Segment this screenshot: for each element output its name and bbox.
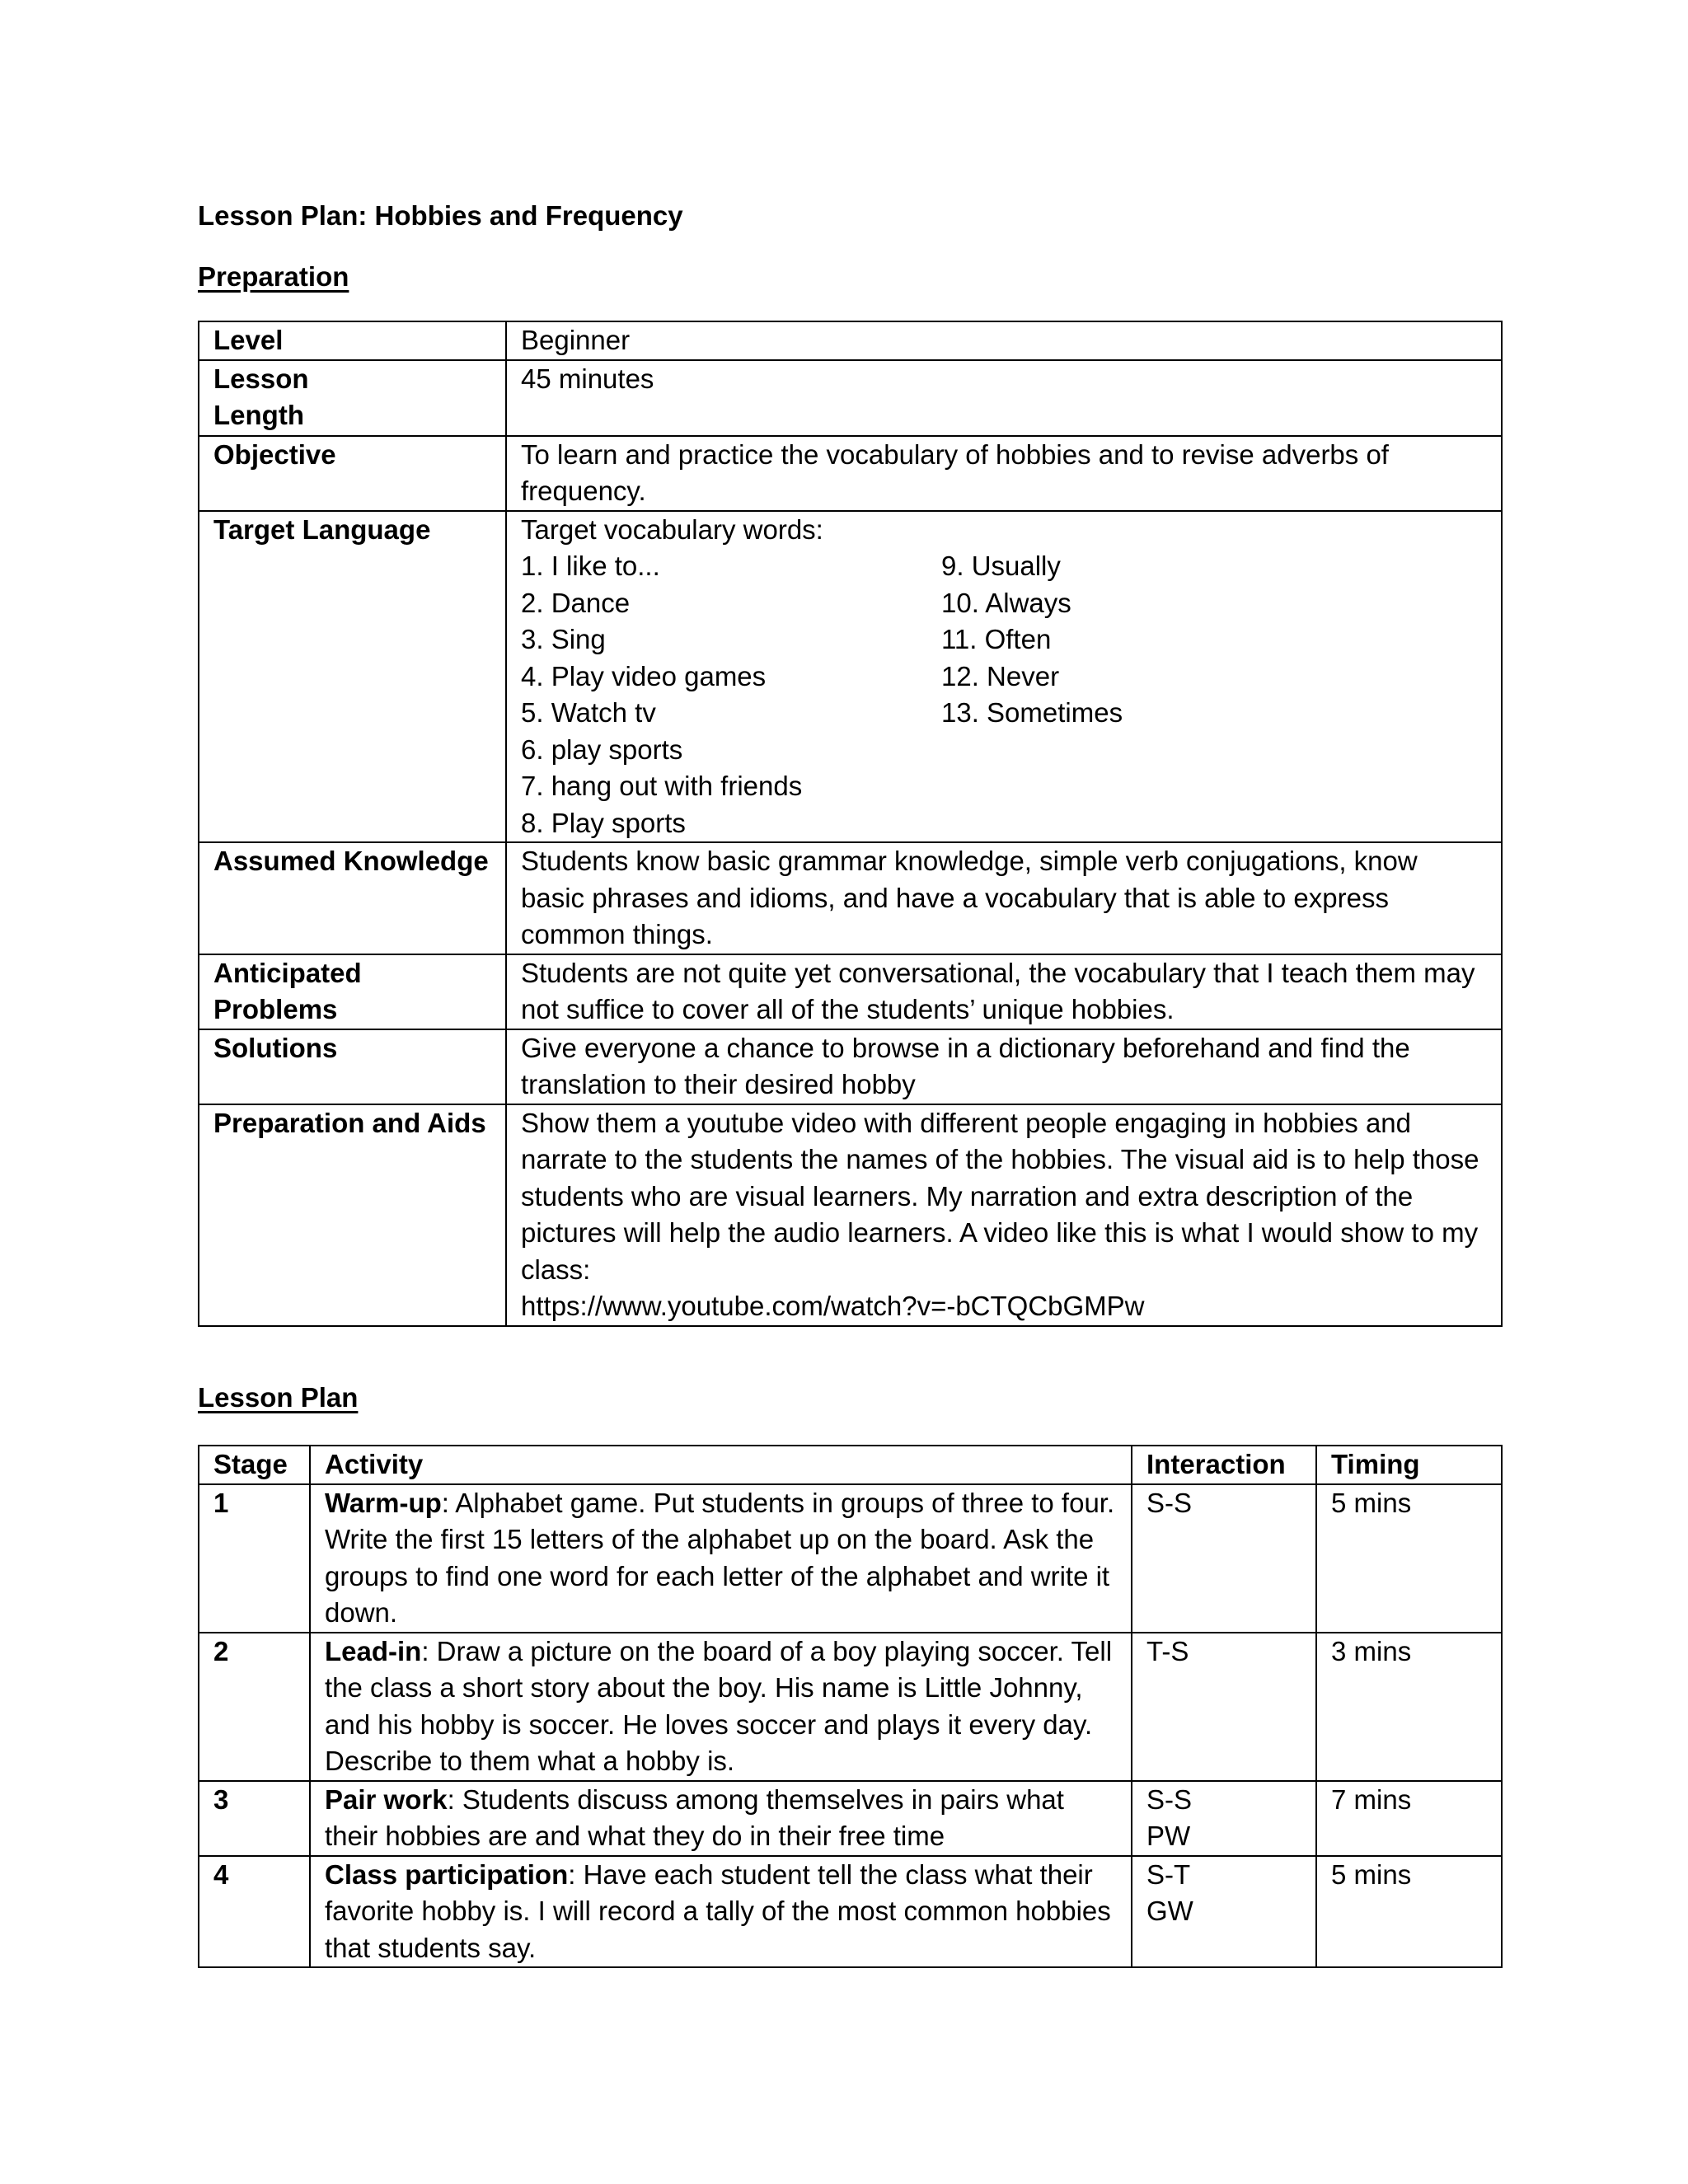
vocab-list <box>521 548 1488 841</box>
lesson-length-label: Lesson Length <box>199 360 506 436</box>
lesson-plan-heading: Lesson Plan <box>198 1382 359 1413</box>
assumed-knowledge-label: Assumed Knowledge <box>199 842 506 954</box>
interaction-value: GW <box>1146 1896 1193 1926</box>
stage-number: 3 <box>199 1781 310 1856</box>
activity-text: : Alphabet game. Put students in groups of three to four. Write the first 15 letters of the alphabet up on the board. Ask the groups to find one word for each letter of the alphabet and write it down. <box>325 1487 1115 1628</box>
preparation-heading: Preparation <box>198 261 349 292</box>
interaction-cell <box>1132 1781 1316 1856</box>
level-value: Beginner <box>506 321 1502 360</box>
vocab-intro: Target vocabulary words: <box>521 513 823 545</box>
list-item: 8. Play sports <box>521 807 686 838</box>
vocab-column-right <box>941 548 1123 841</box>
table-row <box>199 1781 1502 1856</box>
table-row <box>199 1029 1502 1104</box>
solutions-value: Give everyone a chance to browse in a dictionary beforehand and find the translation to their desired hobby <box>506 1029 1502 1104</box>
activity-text: : Students discuss among themselves in pairs what their hobbies are and what they do in their free time <box>325 1783 1064 1851</box>
timing-cell: 3 mins <box>1316 1633 1502 1781</box>
list-item: 13. Sometimes <box>941 697 1123 728</box>
list-item: 1. I like to... <box>521 551 660 581</box>
activity-cell <box>310 1633 1132 1781</box>
table-row <box>199 842 1502 954</box>
anticipated-problems-value: Students are not quite yet conversational, the vocabulary that I teach them may not suffice to cover all of the students’ unique hobbies. <box>506 954 1502 1029</box>
vocab-column-left <box>521 548 941 841</box>
activity-title: Pair work <box>325 1783 448 1815</box>
timing-cell: 7 mins <box>1316 1781 1502 1856</box>
list-item: 6. play sports <box>521 733 683 765</box>
level-label: Level <box>199 321 506 360</box>
column-header-interaction: Interaction <box>1132 1446 1316 1484</box>
timing-cell: 5 mins <box>1316 1856 1502 1968</box>
table-row <box>199 1633 1502 1781</box>
interaction-value: S-S <box>1146 1783 1193 1815</box>
interaction-value: S-T <box>1146 1858 1191 1890</box>
table-row <box>199 511 1502 843</box>
list-item: 5. Watch tv <box>521 697 656 728</box>
list-item: 9. Usually <box>941 551 1061 581</box>
timing-cell: 5 mins <box>1316 1484 1502 1633</box>
list-item: 11. Often <box>941 624 1052 654</box>
column-header-stage: Stage <box>199 1446 310 1484</box>
activity-text: : Draw a picture on the board of a boy playing soccer. Tell the class a short story about the boy. His name is Little Johnny, and his hobby is soccer. He loves soccer and plays it every day. Describe to them what a hobby is. <box>325 1635 1113 1776</box>
list-item: 2. Dance <box>521 587 631 618</box>
interaction-cell <box>1132 1484 1316 1633</box>
activity-title: Warm-up <box>325 1487 442 1518</box>
objective-label: Objective <box>199 436 506 511</box>
objective-value: To learn and practice the vocabulary of hobbies and to revise adverbs of frequency. <box>506 436 1502 511</box>
activity-title: Lead-in <box>325 1635 422 1666</box>
preparation-aids-text: Show them a youtube video with different people engaging in hobbies and narrate to the students the names of the hobbies. The visual aid is to help those students who are visual learners. My narration and extra description of the pictures will help the audio learners. A video like this is what I would show to my class: <box>521 1107 1479 1285</box>
table-header-row <box>199 1446 1502 1484</box>
stage-number: 4 <box>199 1856 310 1968</box>
stage-number: 2 <box>199 1633 310 1781</box>
table-row <box>199 321 1502 360</box>
column-header-activity: Activity <box>310 1446 1132 1484</box>
interaction-value: S-S <box>1146 1487 1193 1518</box>
interaction-cell <box>1132 1633 1316 1781</box>
table-row <box>199 436 1502 511</box>
activity-cell <box>310 1856 1132 1968</box>
column-header-timing: Timing <box>1316 1446 1502 1484</box>
table-row <box>199 1856 1502 1968</box>
table-row <box>199 1104 1502 1326</box>
interaction-value: PW <box>1146 1821 1191 1851</box>
lesson-length-value: 45 minutes <box>506 360 1502 436</box>
preparation-aids-label: Preparation and Aids <box>199 1104 506 1326</box>
list-item: 10. Always <box>941 587 1071 618</box>
lesson-plan-table <box>198 1445 1503 1968</box>
video-link[interactable]: https://www.youtube.com/watch?v=-bCTQCbGMPw <box>521 1291 1145 1321</box>
activity-cell <box>310 1484 1132 1633</box>
interaction-value: T-S <box>1146 1635 1189 1666</box>
activity-text: : Have each student tell the class what their favorite hobby is. I will record a tally of the most common hobbies that students say. <box>325 1858 1111 1963</box>
document-title: Lesson Plan: Hobbies and Frequency <box>198 200 683 231</box>
list-item: 7. hang out with friends <box>521 771 803 801</box>
table-row <box>199 954 1502 1029</box>
interaction-cell <box>1132 1856 1316 1968</box>
activity-cell <box>310 1781 1132 1856</box>
table-row <box>199 1484 1502 1633</box>
anticipated-problems-label: Anticipated Problems <box>199 954 506 1029</box>
target-language-value <box>506 511 1502 843</box>
assumed-knowledge-value: Students know basic grammar knowledge, simple verb conjugations, know basic phrases and idioms, and have a vocabulary that is able to express common things. <box>506 842 1502 954</box>
list-item: 4. Play video games <box>521 660 767 691</box>
preparation-table <box>198 321 1503 1327</box>
list-item: 12. Never <box>941 660 1060 691</box>
preparation-aids-value <box>506 1104 1502 1326</box>
table-row <box>199 360 1502 436</box>
list-item: 3. Sing <box>521 624 606 654</box>
stage-number: 1 <box>199 1484 310 1633</box>
activity-title: Class participation <box>325 1858 569 1890</box>
solutions-label: Solutions <box>199 1029 506 1104</box>
target-language-label: Target Language <box>199 511 506 843</box>
